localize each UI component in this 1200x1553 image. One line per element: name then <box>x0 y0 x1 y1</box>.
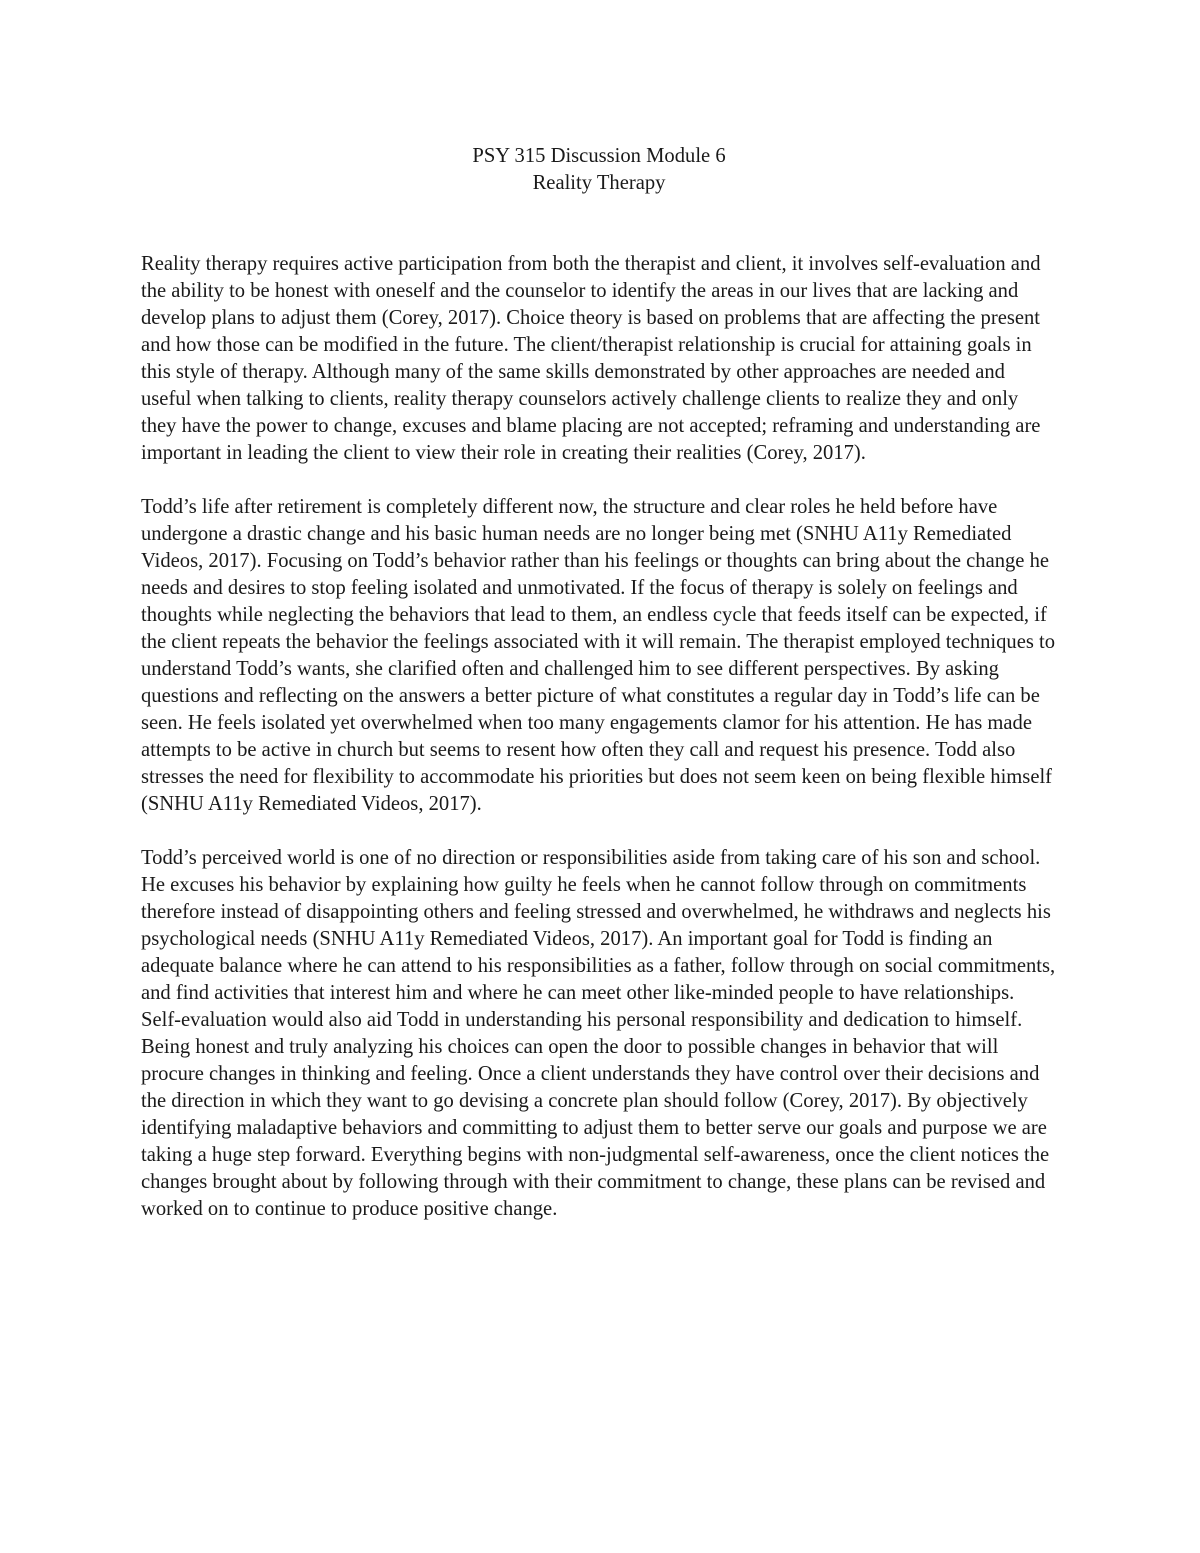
paragraph-2: Todd’s life after retirement is completely different now, the structure and clear roles he held before have undergone a drastic change and his basic human needs are no longer being met (SNHU A11y Remediated Videos, 2017). Focusing on Todd’s behavior rather than his feelings or thoughts can bring about the change he needs and desires to stop feeling isolated and unmotivated. If the focus of therapy is solely on feelings and thoughts while neglecting the behaviors that lead to them, an endless cycle that feeds itself can be expected, if the client repeats the behavior the feelings associated with it will remain. The therapist employed techniques to understand Todd’s wants, she clarified often and challenged him to see different perspectives. By asking questions and reflecting on the answers a better picture of what constitutes a regular day in Todd’s life can be seen. He feels isolated yet overwhelmed when too many engagements clamor for his attention. He has made attempts to be active in church but seems to resent how often they call and request his presence. Todd also stresses the need for flexibility to accommodate his priorities but does not seem keen on being flexible himself (SNHU A11y Remediated Videos, 2017). <box>141 496 1056 815</box>
document-body <box>141 143 1057 1223</box>
document-title: PSY 315 Discussion Module 6 <box>472 145 726 167</box>
paragraph-3: Todd’s perceived world is one of no direction or responsibilities aside from taking care of his son and school. He excuses his behavior by explaining how guilty he feels when he cannot follow through on commitments therefore instead of disappointing others and feeling stressed and overwhelmed, he withdraws and neglects his psychological needs (SNHU A11y Remediated Videos, 2017). An important goal for Todd is finding an adequate balance where he can attend to his responsibilities as a father, follow through on social commitments, and find activities that interest him and where he can meet other like-minded people to have relationships. Self-evaluation would also aid Todd in understanding his personal responsibility and dedication to himself. Being honest and truly analyzing his choices can open the door to possible changes in behavior that will procure changes in thinking and feeling. Once a client understands they have control over their decisions and the direction in which they want to go devising a concrete plan should follow (Corey, 2017). By objectively identifying maladaptive behaviors and committing to adjust them to better serve our goals and purpose we are taking a huge step forward. Everything begins with non-judgmental self-awareness, once the client notices the changes brought about by following through with their commitment to change, these plans can be revised and worked on to continue to produce positive change. <box>141 847 1056 1220</box>
title-spacer <box>141 197 1057 251</box>
paragraph-1: Reality therapy requires active participation from both the therapist and client, it involves self-evaluation and the ability to be honest with oneself and the counselor to identify the areas in our lives that are lacking and develop plans to adjust them (Corey, 2017). Choice theory is based on problems that are affecting the present and how those can be modified in the future. The client/therapist relationship is crucial for attaining goals in this style of therapy. Although many of the same skills demonstrated by other approaches are needed and useful when talking to clients, reality therapy counselors actively challenge clients to realize they and only they have the power to change, excuses and blame placing are not accepted; reframing and understanding are important in leading the client to view their role in creating their realities (Corey, 2017). <box>141 253 1041 464</box>
title-block <box>141 143 1057 197</box>
document-subtitle: Reality Therapy <box>532 172 666 194</box>
